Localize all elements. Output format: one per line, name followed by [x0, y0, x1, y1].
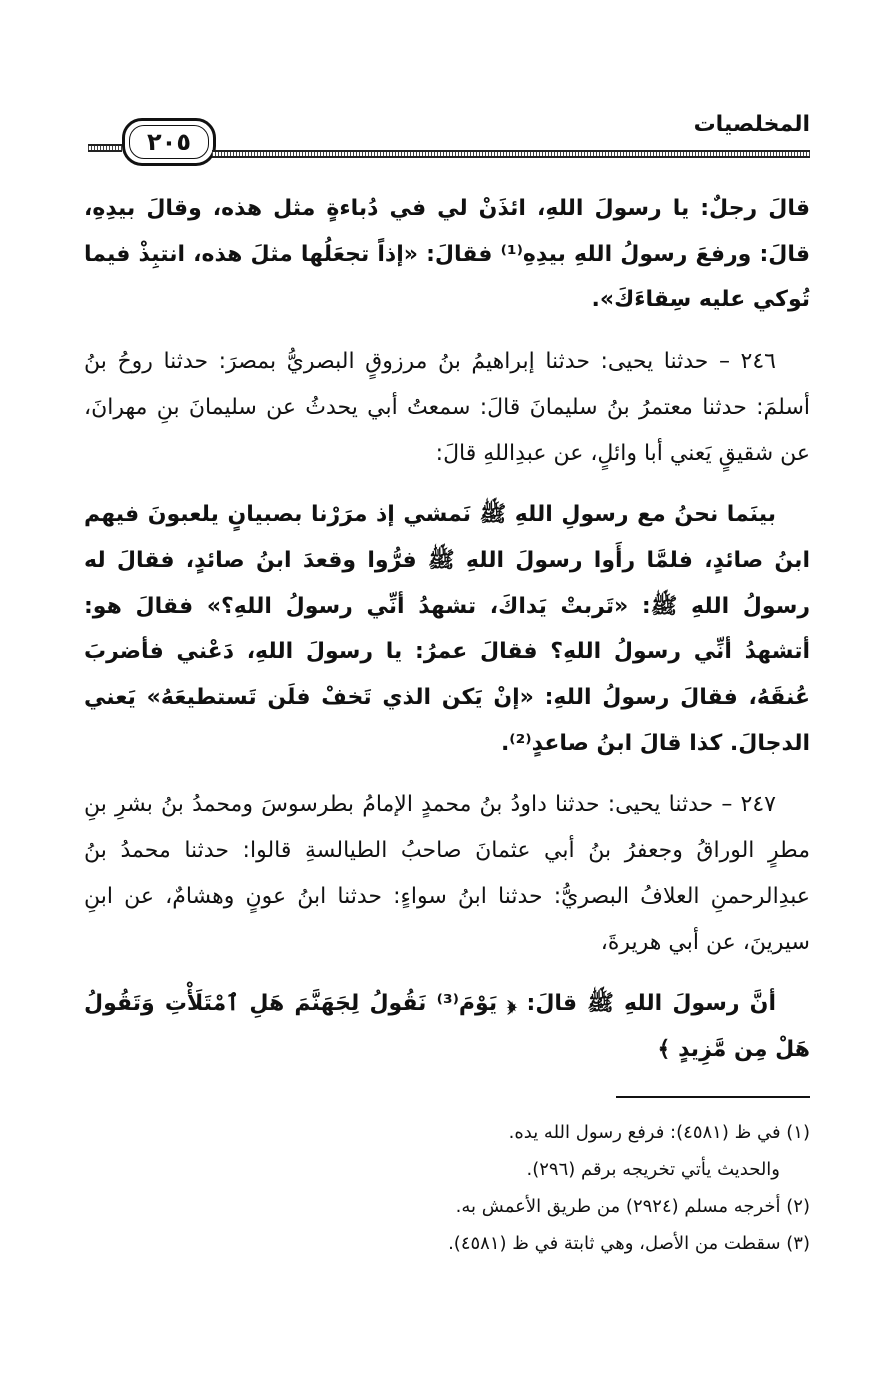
page-number: ٢٠٥	[122, 118, 216, 166]
footnote-separator	[616, 1096, 810, 1098]
footnote-1: (١) في ظ (٤٥٨١): فرفع رسول الله يده.	[508, 1122, 810, 1143]
footnote-1-continued: والحديث يأتي تخريجه برقم (٢٩٦).	[526, 1159, 780, 1180]
page-header	[88, 108, 810, 170]
header-rule-left	[88, 144, 122, 152]
header-rule-right	[212, 150, 810, 158]
footnote-3: (٣) سقطت من الأصل، وهي ثابتة في ظ (٤٥٨١).	[448, 1233, 810, 1254]
main-text	[84, 186, 810, 1073]
footnote-2: (٢) أخرجه مسلم (٢٩٢٤) من طريق الأعمش به.	[455, 1196, 810, 1217]
paragraph-matn-246: بينَما نحنُ مع رسولِ اللهِ ﷺ نَمشي إذ مرَرْنا بصبيانٍ يلعبونَ فيهم ابنُ صائدٍ، فلمَّا رأَوا رسولَ اللهِ ﷺ فرُّوا وقعدَ ابنُ صائدٍ، فقالَ له رسولُ اللهِ ﷺ: «تَربتْ يَداكَ، تشهدُ أنِّي رسولُ اللهِ؟» فقالَ هو: أتشهدُ أنِّي رسولُ اللهِ؟ فقالَ عمرُ: يا رسولَ اللهِ، دَعْني فأضربَ عُنقَهُ، فقالَ رسولُ اللهِ: «إنْ يَكن الذي تَخفْ فلَن تَستطيعَهُ» يَعني الدجالَ. كذا قالَ ابنُ صاعدٍ⁽²⁾.	[84, 502, 810, 756]
paragraph-matn-247: أنَّ رسولَ اللهِ ﷺ قالَ: ﴿ يَوْمَ⁽³⁾ نَقُولُ لِجَهَنَّمَ هَلِ ٱمْتَلَأْتِ وَتَقُولُ هَلْ مِن مَّزِيدٍ ﴾	[84, 991, 810, 1062]
running-title: المخلصيات	[693, 112, 810, 137]
footnotes	[84, 1114, 810, 1262]
paragraph-isnad-247: ٢٤٧ – حدثنا يحيى: حدثنا داودُ بنُ محمدٍ الإمامُ بطرسوسَ ومحمدُ بنُ بشرِ بنِ مطرٍ الوراقُ وجعفرُ بنُ أبي عثمانَ صاحبُ الطيالسةِ قالوا: حدثنا محمدُ بنُ عبدِالرحمنِ العلافُ البصريُّ: حدثنا ابنُ سواءٍ: حدثنا ابنُ عونٍ وهشامٌ، عن ابنِ سيرينَ، عن أبي هريرةَ،	[84, 792, 810, 955]
paragraph-isnad-246: ٢٤٦ – حدثنا يحيى: حدثنا إبراهيمُ بنُ مرزوقٍ البصريُّ بمصرَ: حدثنا روحُ بنُ أسلمَ: حدثنا معتمرُ بنُ سليمانَ قالَ: سمعتُ أبي يحدثُ عن سليمانَ بنِ مهرانَ، عن شقيقٍ يَعني أبا وائلٍ، عن عبدِاللهِ قالَ:	[84, 349, 810, 466]
paragraph-hadith-end: قالَ رجلٌ: يا رسولَ اللهِ، ائذَنْ لي في دُباءةٍ مثل هذه، وقالَ بيدِهِ، قالَ: ورفعَ رسولُ اللهِ بيدِهِ⁽¹⁾ فقالَ: «إذاً تجعَلُها مثلَ هذه، انتبِذْ فيما تُوكي عليه سِقاءَكَ».	[84, 196, 811, 313]
